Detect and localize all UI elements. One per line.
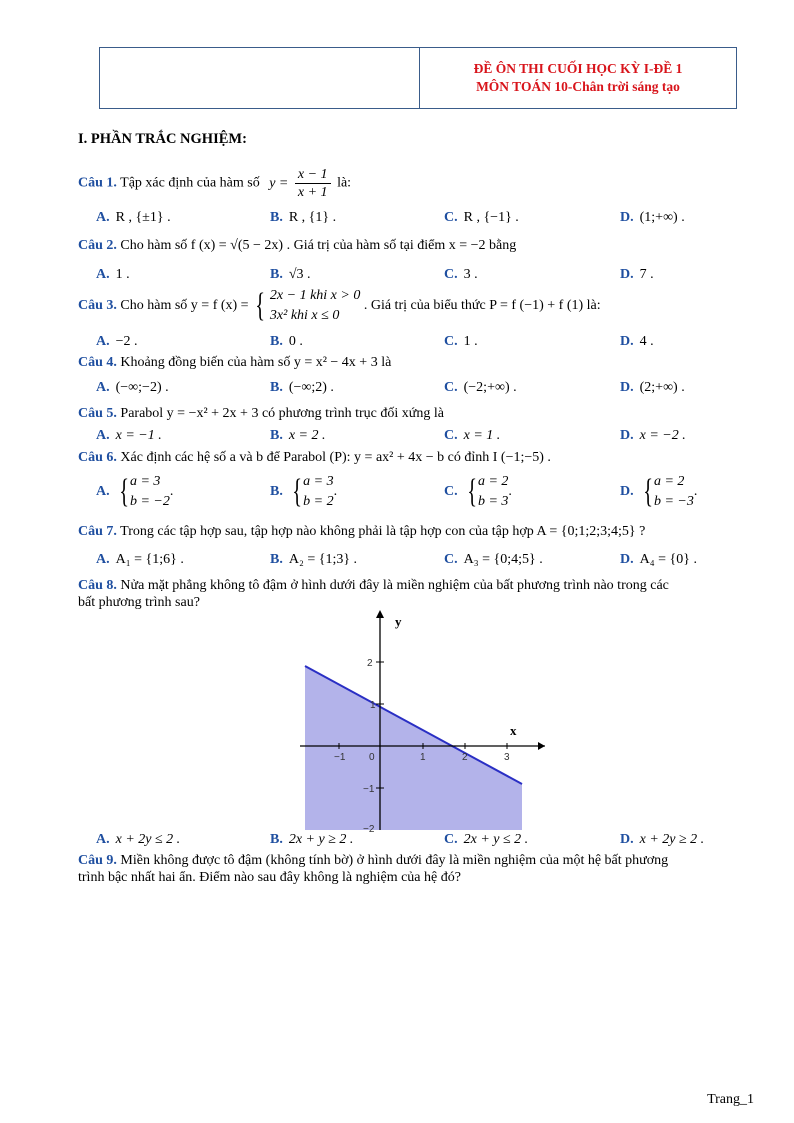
y-axis-arrow bbox=[376, 610, 384, 618]
x-tick-label: 3 bbox=[504, 752, 510, 763]
question-text: Cho hàm số f (x) = √(5 − 2x) . Giá trị của hàm số tại điểm x = −2 bằng bbox=[120, 238, 517, 253]
option-d[interactable]: D. (2;+∞) . bbox=[620, 380, 685, 395]
question-2: Câu 2. Cho hàm số f (x) = √(5 − 2x) . Giá trị của hàm số tại điểm x = −2 bằng bbox=[78, 238, 517, 253]
option-a[interactable]: A. { a = 3 b = −2 . bbox=[96, 473, 174, 510]
y-axis-label: y bbox=[395, 614, 402, 629]
option-a[interactable]: A. A₁ = {1;6} . bbox=[96, 552, 184, 567]
x-axis-arrow bbox=[538, 742, 545, 750]
option-a[interactable]: A. x = −1 . bbox=[96, 428, 162, 443]
option-d[interactable]: D. { a = 2 b = −3 . bbox=[620, 473, 698, 510]
x-tick-label: 1 bbox=[420, 752, 426, 763]
option-c[interactable]: C. { a = 2 b = 3 . bbox=[444, 473, 512, 510]
x-tick-label: 2 bbox=[462, 752, 468, 763]
question-5: Câu 5. Parabol y = −x² + 2x + 3 có phương trình trục đối xứng là bbox=[78, 406, 444, 421]
option-c[interactable]: C. 1 . bbox=[444, 334, 478, 349]
option-b[interactable]: B. { a = 3 b = 2 . bbox=[270, 473, 338, 510]
question-4: Câu 4. Khoảng đồng biến của hàm số y = x² − 4x + 3 là bbox=[78, 355, 392, 370]
question-text: Trong các tập hợp sau, tập hợp nào không phải là tập hợp con của tập hợp A = {0;1;2;3;4;5} ? bbox=[120, 524, 646, 539]
question-text: Tập xác định của hàm số bbox=[120, 175, 260, 191]
question-text: Khoảng đồng biến của hàm số y = x² − 4x + 3 là bbox=[120, 355, 392, 370]
option-b[interactable]: B. (−∞;2) . bbox=[270, 380, 334, 395]
question-1: Câu 1. Tập xác định của hàm số y = $\frac{x - 1}{x + 1}$ là: bbox=[78, 167, 352, 200]
section-title: I. PHẦN TRẮC NGHIỆM: bbox=[78, 131, 247, 147]
x-tick-label: 0 bbox=[369, 752, 375, 763]
option-d[interactable]: D. 7 . bbox=[620, 267, 654, 282]
question-6: Câu 6. Xác định các hệ số a và b để Parabol (P): y = ax² + 4x − b có đỉnh I (−1;−5) . bbox=[78, 450, 551, 465]
option-a[interactable]: A. x + 2y ≤ 2 . bbox=[96, 832, 181, 847]
option-d[interactable]: D. x = −2 . bbox=[620, 428, 686, 443]
question-8: Câu 8. Nửa mặt phẳng không tô đậm ở hình dưới đây là miền nghiệm của bất phương trình nào trong các bbox=[78, 578, 669, 593]
option-b[interactable]: B. A₂ = {1;3} . bbox=[270, 552, 358, 567]
option-c[interactable]: C. (−2;+∞) . bbox=[444, 380, 517, 395]
option-d[interactable]: D. x + 2y ≥ 2 . bbox=[620, 832, 705, 847]
question-9-continued: trình bậc nhất hai ẩn. Điểm nào sau đây không là nghiệm của hệ đó? bbox=[78, 870, 461, 885]
question-3: Câu 3. Cho hàm số y = f (x) = { 2x − 1 khi x > 0 3x² khi x ≤ 0 . Giá trị của biểu thức P = f (−1) + f (1) là: bbox=[78, 287, 601, 324]
question-text: Parabol y = −x² + 2x + 3 có phương trình trục đối xứng là bbox=[120, 406, 444, 421]
header-right-cell bbox=[420, 48, 736, 108]
y-tick-label: −1 bbox=[363, 784, 375, 795]
shaded-region bbox=[305, 666, 522, 830]
header-subtitle: MÔN TOÁN 10-Chân trời sáng tạo bbox=[476, 79, 680, 94]
option-b[interactable]: B. R , {1} . bbox=[270, 210, 337, 225]
option-a[interactable]: A. −2 . bbox=[96, 334, 138, 349]
x-axis-label: x bbox=[510, 723, 517, 738]
option-b[interactable]: B. 2x + y ≥ 2 . bbox=[270, 832, 354, 847]
y-tick-label: −2 bbox=[363, 824, 375, 832]
question-9: Câu 9. Miền không được tô đậm (không tính bờ) ở hình dưới đây là miền nghiệm của một hệ bất phương bbox=[78, 853, 669, 868]
header-title: ĐỀ ÔN THI CUỐI HỌC KỲ I-ĐỀ 1 bbox=[473, 61, 683, 76]
option-d[interactable]: D. A₄ = {0} . bbox=[620, 552, 697, 567]
option-c[interactable]: C. 2x + y ≤ 2 . bbox=[444, 832, 529, 847]
option-c[interactable]: C. 3 . bbox=[444, 267, 478, 282]
header-table bbox=[99, 47, 737, 109]
option-c[interactable]: C. R , {−1} . bbox=[444, 210, 519, 225]
question-label: Câu 1. bbox=[78, 175, 117, 191]
x-tick-label: −1 bbox=[334, 752, 346, 763]
question-text: Miền không được tô đậm (không tính bờ) ở hình dưới đây là miền nghiệm của một hệ bất phương bbox=[120, 853, 669, 868]
option-b[interactable]: B. x = 2 . bbox=[270, 428, 326, 443]
option-b[interactable]: B. 0 . bbox=[270, 334, 303, 349]
header-left-cell bbox=[100, 48, 420, 108]
y-tick-label: 1 bbox=[370, 700, 376, 711]
option-a[interactable]: A. R , {±1} . bbox=[96, 210, 171, 225]
option-d[interactable]: D. 4 . bbox=[620, 334, 654, 349]
question-8-continued: bất phương trình sau? bbox=[78, 595, 200, 610]
option-a[interactable]: A. (−∞;−2) . bbox=[96, 380, 169, 395]
option-a[interactable]: A. 1 . bbox=[96, 267, 130, 282]
question-text: Nửa mặt phẳng không tô đậm ở hình dưới đây là miền nghiệm của bất phương trình nào trong các bbox=[120, 578, 669, 593]
option-c[interactable]: C. x = 1 . bbox=[444, 428, 501, 443]
option-d[interactable]: D. (1;+∞) . bbox=[620, 210, 685, 225]
piecewise-system: 2x − 1 khi x > 0 3x² khi x ≤ 0 bbox=[269, 288, 361, 323]
option-c[interactable]: C. A₃ = {0;4;5} . bbox=[444, 552, 543, 567]
page-number: Trang_1 bbox=[707, 1092, 754, 1107]
question-7: Câu 7. Trong các tập hợp sau, tập hợp nào không phải là tập hợp con của tập hợp A = {0;1;2;3;4;5} ? bbox=[78, 524, 646, 539]
y-tick-label: 2 bbox=[367, 658, 373, 669]
question-text: Cho hàm số y = f (x) = bbox=[120, 298, 249, 313]
fraction: $\frac{x - 1}{x + 1}$ bbox=[295, 166, 331, 201]
question-text: Xác định các hệ số a và b để Parabol (P): y = ax² + 4x − b có đỉnh I (−1;−5) . bbox=[120, 450, 551, 465]
option-b[interactable]: B. √3 . bbox=[270, 267, 311, 282]
inequality-graph bbox=[300, 606, 550, 832]
